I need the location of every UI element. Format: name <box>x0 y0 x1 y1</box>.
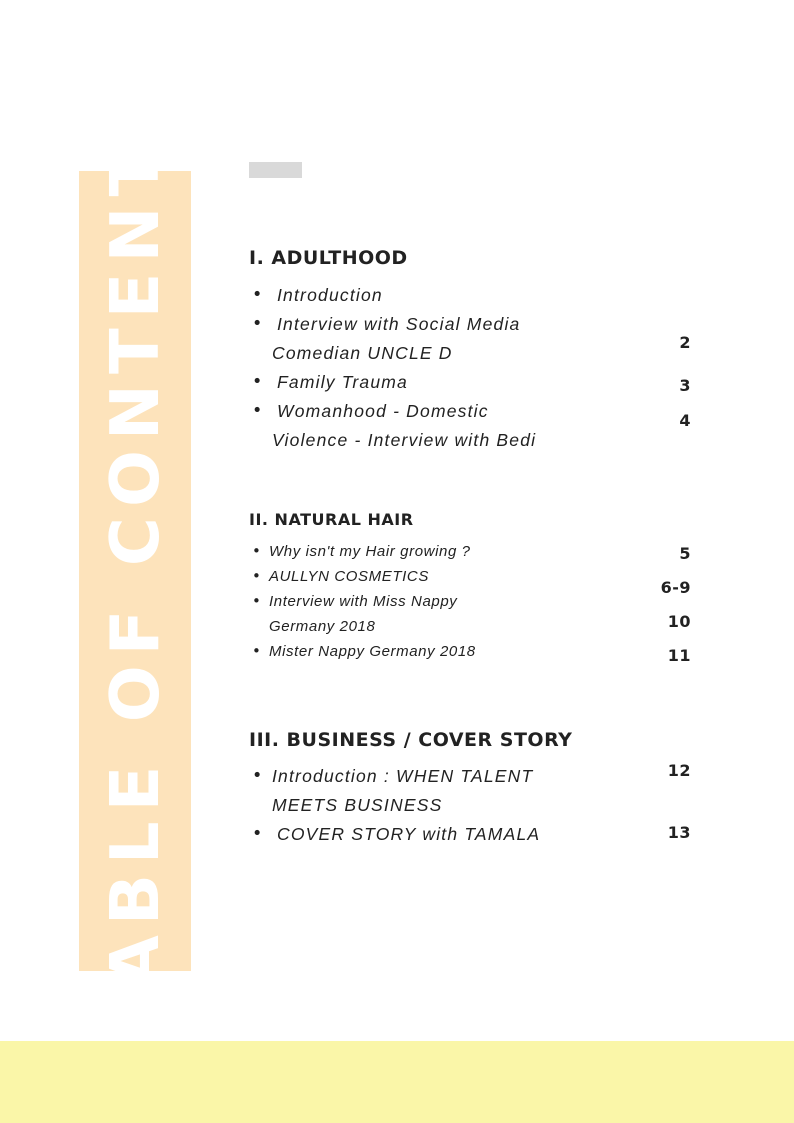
toc-entry-hair-growing[interactable] <box>249 539 471 564</box>
table-of-contents-title: TABLE OF CONTENTS <box>96 82 174 1038</box>
page-number: 10 <box>667 612 691 631</box>
bullet-icon: • <box>252 766 264 786</box>
page-number: 13 <box>667 823 691 842</box>
bullet-icon: • <box>252 285 264 305</box>
bullet-icon: • <box>252 372 264 392</box>
toc-entry-label: AULLYN COSMETICS <box>269 568 429 585</box>
page-number: 6-9 <box>660 578 691 597</box>
page-number: 11 <box>667 646 691 665</box>
page-number: 2 <box>679 333 691 352</box>
toc-entry-mister-nappy[interactable] <box>249 639 476 664</box>
bullet-icon: • <box>252 642 262 660</box>
toc-entry-label: COVER STORY with TAMALA <box>277 824 541 844</box>
section-heading-natural-hair: II. NATURAL HAIR <box>249 510 414 529</box>
bullet-icon: • <box>252 542 262 560</box>
toc-entry-label: Womanhood - Domestic <box>277 401 489 421</box>
bullet-icon: • <box>252 314 264 334</box>
bullet-icon: • <box>252 567 262 585</box>
toc-entry-label: Introduction <box>277 285 383 305</box>
page-number: 12 <box>667 761 691 780</box>
footer-band <box>0 1041 794 1123</box>
accent-bar <box>249 162 302 178</box>
toc-entry-aullyn-cosmetics[interactable] <box>249 564 429 589</box>
toc-entry-label-cont: Violence - Interview with Bedi <box>272 430 537 450</box>
bullet-icon: • <box>252 824 264 844</box>
toc-entry-label: Mister Nappy Germany 2018 <box>269 643 476 660</box>
toc-entry-cover-story-tamala[interactable] <box>249 820 540 849</box>
section-heading-adulthood: I. ADULTHOOD <box>249 247 408 269</box>
page-number: 4 <box>679 411 691 430</box>
page-number: 5 <box>679 544 691 563</box>
toc-entry-label: Why isn't my Hair growing ? <box>269 543 471 560</box>
toc-entry-interview-uncle-d[interactable] <box>249 310 520 368</box>
toc-entry-label: Family Trauma <box>277 372 408 392</box>
toc-entry-family-trauma[interactable] <box>249 368 408 397</box>
bullet-icon: • <box>252 401 264 421</box>
toc-entry-womanhood[interactable] <box>249 397 536 455</box>
toc-entry-label: Interview with Social Media <box>277 314 521 334</box>
toc-entry-label-cont: MEETS BUSINESS <box>272 795 443 815</box>
toc-entry-when-talent-meets-business[interactable] <box>249 762 533 820</box>
bullet-icon: • <box>252 592 262 610</box>
toc-entry-miss-nappy[interactable] <box>249 589 457 639</box>
page-number: 3 <box>679 376 691 395</box>
toc-entry-label-cont: Comedian UNCLE D <box>272 343 453 363</box>
toc-entry-introduction[interactable] <box>249 281 383 310</box>
section-heading-business-cover-story: III. BUSINESS / COVER STORY <box>249 729 573 751</box>
toc-entry-label: Introduction : WHEN TALENT <box>272 766 534 786</box>
toc-entry-label-cont: Germany 2018 <box>269 618 376 635</box>
toc-entry-label: Interview with Miss Nappy <box>269 593 458 610</box>
